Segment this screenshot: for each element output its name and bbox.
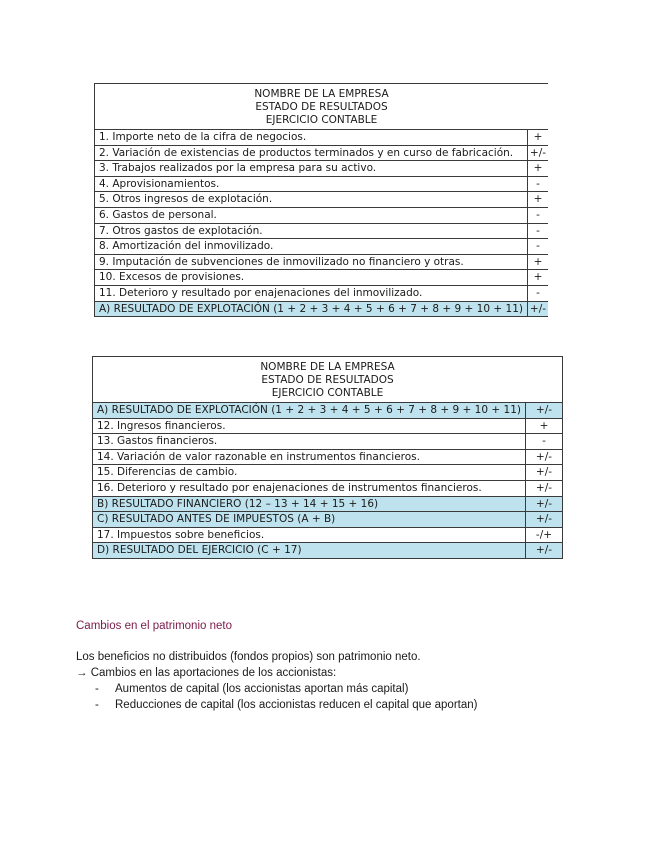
statement-title-heading: ESTADO DE RESULTADOS	[255, 101, 388, 113]
row-sign: +/-	[525, 543, 562, 559]
row-sign: +/-	[525, 403, 562, 419]
table-header	[93, 357, 563, 403]
table-header	[95, 84, 549, 130]
row-sign: -	[527, 207, 548, 223]
row-sign: +	[527, 270, 548, 286]
result-row-financial	[93, 496, 563, 512]
row-label: 1. Importe neto de la cifra de negocios.	[95, 130, 528, 146]
company-name-heading: NOMBRE DE LA EMPRESA	[260, 361, 395, 373]
row-label: 13. Gastos financieros.	[93, 434, 526, 450]
income-statement-table-1	[94, 83, 548, 317]
row-sign: -	[527, 239, 548, 255]
row-sign: +	[527, 254, 548, 270]
row-label: 16. Deterioro y resultado por enajenaciones de instrumentos financieros.	[93, 480, 526, 496]
table-row	[93, 527, 563, 543]
table-row	[93, 449, 563, 465]
row-label: 12. Ingresos financieros.	[93, 418, 526, 434]
table-row	[93, 465, 563, 481]
row-sign: +/-	[525, 465, 562, 481]
row-label: 17. Impuestos sobre beneficios.	[93, 527, 526, 543]
result-row-operating	[93, 403, 563, 419]
row-sign: +/-	[525, 449, 562, 465]
statement-title-heading: ESTADO DE RESULTADOS	[261, 374, 394, 386]
list-item	[95, 697, 477, 713]
paragraph-retained-earnings: Los beneficios no distribuidos (fondos propios) son patrimonio neto.	[76, 651, 421, 663]
table-row	[95, 285, 549, 301]
row-label: 7. Otros gastos de explotación.	[95, 223, 528, 239]
row-label: 15. Diferencias de cambio.	[93, 465, 526, 481]
table-row	[95, 207, 549, 223]
company-name-heading: NOMBRE DE LA EMPRESA	[254, 88, 389, 100]
table-row	[95, 254, 549, 270]
row-sign: -	[527, 285, 548, 301]
row-sign: +	[525, 418, 562, 434]
table-row	[95, 223, 549, 239]
list-item-text: Aumentos de capital (los accionistas aportan más capital)	[115, 683, 409, 695]
table-row	[93, 480, 563, 496]
row-label: 4. Aprovisionamientos.	[95, 176, 528, 192]
row-label: C) RESULTADO ANTES DE IMPUESTOS (A + B)	[93, 512, 526, 528]
row-sign: +	[527, 130, 548, 146]
row-sign: -/+	[525, 527, 562, 543]
row-label: 5. Otros ingresos de explotación.	[95, 192, 528, 208]
row-label: 8. Amortización del inmovilizado.	[95, 239, 528, 255]
row-label: D) RESULTADO DEL EJERCICIO (C + 17)	[93, 543, 526, 559]
bullet-marker: -	[95, 683, 99, 695]
row-label: A) RESULTADO DE EXPLOTACIÓN (1 + 2 + 3 + 4 + 5 + 6 + 7 + 8 + 9 + 10 + 11)	[93, 403, 526, 419]
fiscal-year-heading: EJERCICIO CONTABLE	[265, 114, 378, 126]
row-label: 3. Trabajos realizados por la empresa para su activo.	[95, 161, 528, 177]
section-heading: Cambios en el patrimonio neto	[76, 620, 232, 632]
row-label: 10. Excesos de provisiones.	[95, 270, 528, 286]
table-row	[95, 192, 549, 208]
row-label: 14. Variación de valor razonable en instrumentos financieros.	[93, 449, 526, 465]
table-row	[95, 270, 549, 286]
list-item	[95, 681, 408, 697]
table-row	[95, 176, 549, 192]
table-row	[95, 161, 549, 177]
row-label: 9. Imputación de subvenciones de inmovilizado no financiero y otras.	[95, 254, 528, 270]
row-sign: -	[525, 434, 562, 450]
income-statement-table-2	[92, 356, 563, 559]
row-label: 11. Deterioro y resultado por enajenaciones del inmovilizado.	[95, 285, 528, 301]
row-label: B) RESULTADO FINANCIERO (12 – 13 + 14 + 15 + 16)	[93, 496, 526, 512]
row-sign: +	[527, 161, 548, 177]
table-row	[93, 434, 563, 450]
row-sign: +	[527, 192, 548, 208]
row-sign: +/-	[525, 480, 562, 496]
result-row-operating	[95, 301, 549, 317]
list-item-text: Reducciones de capital (los accionistas reducen el capital que aportan)	[115, 699, 478, 711]
row-sign: +/-	[525, 496, 562, 512]
row-label: 2. Variación de existencias de productos terminados y en curso de fabricación.	[95, 145, 528, 161]
row-sign: +/-	[527, 145, 548, 161]
result-row-before-tax	[93, 512, 563, 528]
table-row	[95, 130, 549, 146]
fiscal-year-heading: EJERCICIO CONTABLE	[271, 387, 384, 399]
table-row	[95, 145, 549, 161]
table-row	[93, 418, 563, 434]
paragraph-shareholder-changes: → Cambios en las aportaciones de los accionistas:	[76, 667, 337, 679]
row-label: A) RESULTADO DE EXPLOTACIÓN (1 + 2 + 3 + 4 + 5 + 6 + 7 + 8 + 9 + 10 + 11)	[95, 301, 528, 317]
row-sign: +/-	[527, 301, 548, 317]
row-label: 6. Gastos de personal.	[95, 207, 528, 223]
table-row	[95, 239, 549, 255]
row-sign: -	[527, 223, 548, 239]
row-sign: +/-	[525, 512, 562, 528]
result-row-year	[93, 543, 563, 559]
bullet-marker: -	[95, 699, 99, 711]
row-sign: -	[527, 176, 548, 192]
